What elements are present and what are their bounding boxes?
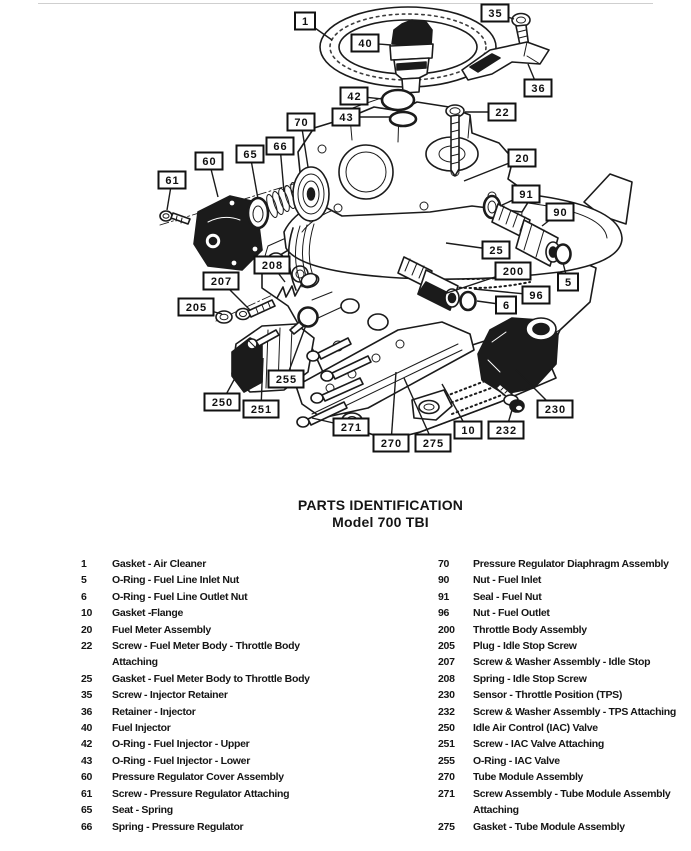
callout-275	[416, 435, 451, 452]
callout-number: 22	[495, 107, 510, 119]
part-description: Nut - Fuel Outlet	[473, 607, 550, 620]
part-row-65	[81, 802, 343, 818]
callout-number: 205	[185, 302, 208, 314]
part-description: Seal - Fuel Nut	[473, 590, 542, 603]
part-description: Fuel Injector	[112, 722, 171, 735]
part-description: Gasket - Tube Module Assembly	[473, 820, 625, 833]
callout-200	[496, 263, 531, 280]
callout-255	[269, 371, 304, 388]
title-line-2: Model 700 TBI	[332, 514, 429, 530]
callout-number: 96	[529, 290, 544, 302]
part-row-91	[438, 589, 678, 605]
callout-number: 40	[358, 38, 373, 50]
part-description: Screw - Pressure Regulator Attaching	[112, 787, 290, 800]
part-number: 275	[438, 820, 455, 833]
callout-number: 230	[544, 404, 567, 416]
title-line-1: PARTS IDENTIFICATION	[297, 497, 464, 513]
part-row-36	[81, 704, 343, 720]
part-description: O-Ring - IAC Valve	[473, 754, 560, 767]
part-row-61	[81, 786, 343, 802]
callout-205	[179, 299, 214, 316]
callout-250	[205, 394, 240, 411]
callout-208	[255, 257, 290, 274]
part-description: Sensor - Throttle Position (TPS)	[473, 689, 623, 702]
part-description: O-Ring - Fuel Injector - Upper	[112, 738, 250, 751]
part-number: 42	[81, 738, 93, 751]
part-description: Fuel Meter Assembly	[112, 623, 211, 636]
part-row-96	[438, 605, 678, 621]
part-number: 232	[438, 705, 455, 718]
parts-list-right-column	[438, 556, 678, 835]
callout-number: 251	[250, 404, 273, 416]
callout-number: 35	[488, 8, 503, 20]
part-number: 25	[81, 672, 93, 685]
part-description: Screw - Fuel Meter Body - Throttle Body Attaching	[112, 640, 300, 669]
part-row-25	[81, 671, 343, 687]
part-row-270	[438, 769, 678, 785]
part-number: 20	[81, 623, 93, 636]
part-row-255	[438, 753, 678, 769]
callout-40	[352, 35, 379, 52]
callout-70	[288, 114, 315, 131]
callout-number: 10	[461, 425, 476, 437]
part-description: Gasket - Fuel Meter Body to Throttle Body	[112, 672, 310, 685]
part-number: 251	[438, 738, 455, 751]
callout-number: 275	[422, 438, 445, 450]
callout-number: 90	[553, 207, 568, 219]
part-number: 22	[81, 640, 93, 653]
callout-60	[196, 153, 223, 170]
part-description: Screw Assembly - Tube Module Assembly Attaching	[473, 787, 671, 817]
part-description: O-Ring - Fuel Injector - Lower	[112, 754, 251, 767]
callout-20	[509, 150, 536, 167]
part-row-271	[438, 786, 678, 819]
part-description: Gasket - Air Cleaner	[112, 558, 206, 570]
part-number: 200	[438, 623, 455, 636]
part-row-43	[81, 753, 343, 769]
part-description: Gasket -Flange	[112, 607, 184, 620]
callout-5	[558, 274, 578, 291]
callout-90	[547, 204, 574, 221]
callout-number: 270	[380, 438, 403, 450]
part-row-22	[81, 638, 343, 671]
callout-number: 65	[243, 149, 258, 161]
part-description: O-Ring - Fuel Line Inlet Nut	[112, 574, 239, 587]
part-number: 36	[81, 705, 93, 718]
part-row-5	[81, 572, 343, 588]
callout-91	[513, 186, 540, 203]
callout-number: 200	[502, 266, 525, 278]
part-number: 1	[81, 558, 87, 570]
part-description: Throttle Body Assembly	[473, 623, 587, 636]
callout-232	[489, 422, 524, 439]
part-description: Plug - Idle Stop Screw	[473, 640, 577, 653]
callout-61	[159, 172, 186, 189]
callout-96	[523, 287, 550, 304]
part-row-207	[438, 654, 678, 670]
callout-65	[237, 146, 264, 163]
part-row-10	[81, 605, 343, 621]
part-description: Pressure Regulator Diaphragm Assembly	[473, 558, 669, 570]
part-number: 230	[438, 689, 455, 702]
page-title	[0, 497, 691, 531]
part-description: Retainer - Injector	[112, 705, 196, 718]
callout-number: 60	[202, 156, 217, 168]
callout-number: 70	[294, 117, 309, 129]
callout-number: 255	[275, 374, 298, 386]
part-number: 271	[438, 787, 455, 800]
callout-1	[295, 13, 315, 30]
callout-22	[489, 104, 516, 121]
part-row-200	[438, 622, 678, 638]
part-description: Screw - Injector Retainer	[112, 689, 228, 702]
part-row-20	[81, 622, 343, 638]
part-description: Screw - IAC Valve Attaching	[473, 738, 604, 751]
callout-number: 20	[515, 153, 530, 165]
callout-270	[374, 435, 409, 452]
callout-66	[267, 138, 294, 155]
part-number: 5	[81, 574, 87, 587]
part-row-1	[81, 556, 343, 572]
part-number: 250	[438, 722, 455, 735]
leader-line-270	[391, 372, 396, 443]
callout-number: 271	[340, 422, 363, 434]
part-description: Pressure Regulator Cover Assembly	[112, 771, 284, 784]
part-description: Seat - Spring	[112, 804, 173, 817]
part-description: Spring - Idle Stop Screw	[473, 672, 587, 685]
part-row-6	[81, 589, 343, 605]
part-row-208	[438, 671, 678, 687]
part-number: 96	[438, 607, 450, 620]
part-number: 255	[438, 754, 455, 767]
callout-number: 208	[261, 260, 284, 272]
callout-number: 1	[301, 16, 310, 28]
part-description: O-Ring - Fuel Line Outlet Nut	[112, 590, 248, 603]
part-row-205	[438, 638, 678, 654]
callout-number: 232	[495, 425, 518, 437]
parts-list-left-column	[81, 556, 343, 835]
callout-number: 43	[339, 112, 354, 124]
part-number: 208	[438, 672, 455, 685]
callout-number: 66	[273, 141, 288, 153]
part-number: 90	[438, 574, 450, 587]
callout-207	[204, 273, 239, 290]
callout-number: 42	[347, 91, 362, 103]
callout-43	[333, 109, 360, 126]
part-number: 6	[81, 590, 87, 603]
part-number: 207	[438, 656, 455, 669]
part-number: 35	[81, 689, 93, 702]
callout-number: 207	[210, 276, 233, 288]
part-number: 66	[81, 820, 93, 833]
callout-number: 250	[211, 397, 234, 409]
callout-number: 36	[531, 83, 546, 95]
callout-36	[525, 80, 552, 97]
part-row-40	[81, 720, 343, 736]
part-number: 65	[81, 804, 93, 817]
part-description: Nut - Fuel Inlet	[473, 574, 542, 587]
part-number: 60	[81, 771, 93, 784]
part-row-232	[438, 704, 678, 720]
callout-251	[244, 401, 279, 418]
part-number: 205	[438, 640, 455, 653]
callout-35	[482, 5, 509, 22]
part-row-60	[81, 769, 343, 785]
callout-230	[538, 401, 573, 418]
callout-number: 25	[489, 245, 504, 257]
part-number: 10	[81, 607, 93, 620]
part-row-35	[81, 687, 343, 703]
callout-number: 91	[519, 189, 534, 201]
part-number: 270	[438, 771, 455, 784]
part-description: Spring - Pressure Regulator	[112, 820, 244, 833]
part-description: Screw & Washer Assembly - TPS Attaching	[473, 705, 677, 718]
part-row-90	[438, 572, 678, 588]
part-description: Idle Air Control (IAC) Valve	[473, 722, 598, 735]
part-row-66	[81, 819, 343, 835]
callout-271	[334, 419, 369, 436]
callout-42	[341, 88, 368, 105]
part-row-251	[438, 736, 678, 752]
part-row-70	[438, 556, 678, 572]
part-row-250	[438, 720, 678, 736]
callout-25	[483, 242, 510, 259]
part-row-275	[438, 819, 678, 835]
leader-line-275	[404, 378, 433, 443]
callout-number: 5	[564, 277, 573, 289]
part-number: 61	[81, 787, 93, 800]
part-number: 40	[81, 722, 93, 735]
callout-number: 61	[165, 175, 180, 187]
callout-number: 6	[502, 300, 511, 312]
part-number: 91	[438, 590, 450, 603]
part-row-42	[81, 736, 343, 752]
part-description: Tube Module Assembly	[473, 771, 584, 784]
callout-10	[455, 422, 482, 439]
part-description: Screw & Washer Assembly - Idle Stop	[473, 656, 651, 669]
part-number: 70	[438, 558, 450, 570]
part-number: 43	[81, 754, 93, 767]
callout-6	[496, 297, 516, 314]
part-row-230	[438, 687, 678, 703]
